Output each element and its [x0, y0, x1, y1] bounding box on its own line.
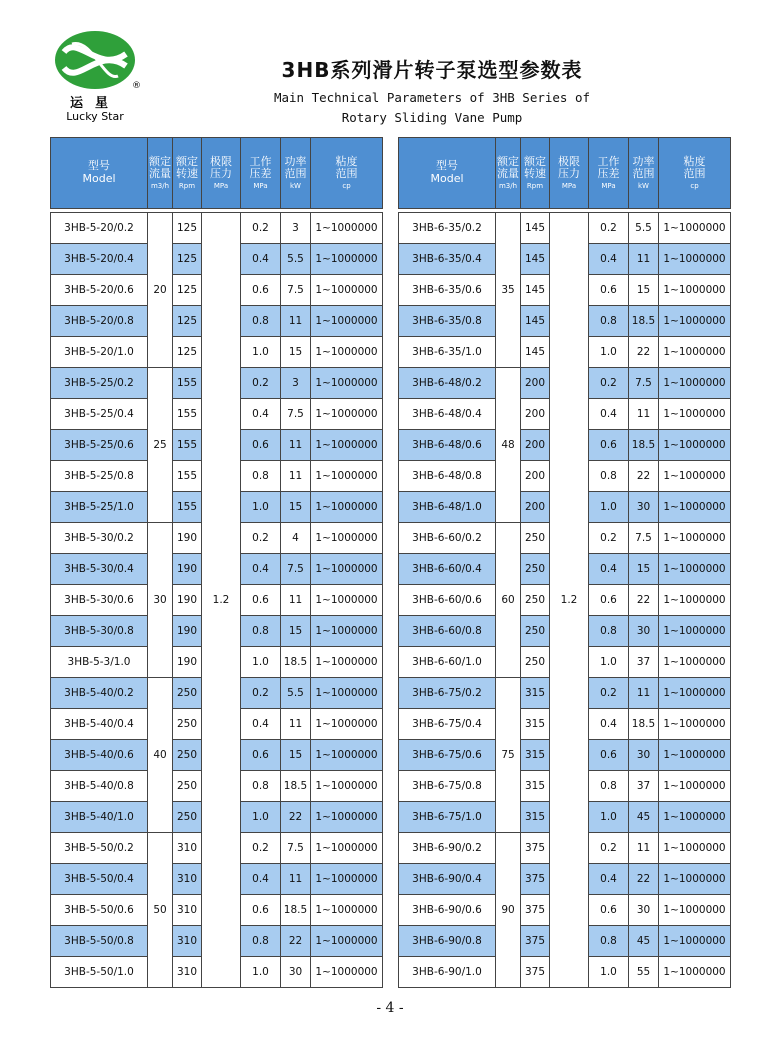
model-cell: 3HB-5-20/1.0 — [51, 337, 148, 368]
model-cell: 3HB-5-25/0.4 — [51, 399, 148, 430]
model-cell: 3HB-6-60/0.6 — [399, 585, 496, 616]
viscosity-cell: 1~1000000 — [659, 275, 731, 306]
speed-cell: 125 — [173, 306, 202, 337]
flow-cell: 40 — [148, 678, 173, 833]
speed-cell: 250 — [521, 554, 550, 585]
pressure-diff-cell: 0.2 — [589, 833, 629, 864]
pressure-diff-cell: 0.8 — [241, 926, 281, 957]
speed-cell: 310 — [173, 957, 202, 988]
power-cell: 11 — [281, 709, 311, 740]
flow-cell: 90 — [496, 833, 521, 988]
model-cell: 3HB-6-35/1.0 — [399, 337, 496, 368]
viscosity-cell: 1~1000000 — [659, 337, 731, 368]
pressure-diff-cell: 1.0 — [241, 647, 281, 678]
pressure-diff-cell: 0.2 — [589, 213, 629, 244]
pressure-diff-cell: 0.2 — [241, 833, 281, 864]
viscosity-cell: 1~1000000 — [311, 802, 383, 833]
power-cell: 5.5 — [281, 244, 311, 275]
pressure-diff-cell: 0.6 — [241, 430, 281, 461]
viscosity-header: 粘度 范围 cp — [311, 138, 383, 209]
model-cell: 3HB-5-50/0.8 — [51, 926, 148, 957]
viscosity-cell: 1~1000000 — [311, 399, 383, 430]
pressure-diff-cell: 1.0 — [241, 337, 281, 368]
power-cell: 7.5 — [281, 833, 311, 864]
pressure-diff-cell: 0.4 — [589, 244, 629, 275]
speed-cell: 145 — [521, 275, 550, 306]
speed-cell: 125 — [173, 275, 202, 306]
model-cell: 3HB-6-75/0.8 — [399, 771, 496, 802]
model-cell: 3HB-6-90/0.4 — [399, 864, 496, 895]
speed-cell: 200 — [521, 492, 550, 523]
speed-cell: 375 — [521, 957, 550, 988]
viscosity-cell: 1~1000000 — [311, 337, 383, 368]
power-cell: 7.5 — [281, 399, 311, 430]
speed-cell: 315 — [521, 678, 550, 709]
pressure-diff-cell: 0.2 — [589, 368, 629, 399]
power-cell: 7.5 — [629, 523, 659, 554]
pressure-diff-cell: 0.4 — [241, 554, 281, 585]
pressure-diff-cell: 0.4 — [241, 399, 281, 430]
power-cell: 15 — [281, 492, 311, 523]
model-cell: 3HB-6-48/0.4 — [399, 399, 496, 430]
power-cell: 5.5 — [629, 213, 659, 244]
parameter-table-right — [398, 137, 731, 988]
power-cell: 18.5 — [281, 771, 311, 802]
model-cell: 3HB-5-25/0.2 — [51, 368, 148, 399]
viscosity-cell: 1~1000000 — [311, 461, 383, 492]
model-cell: 3HB-6-48/0.8 — [399, 461, 496, 492]
flow-header: 额定 流量 m3/h — [148, 138, 173, 209]
model-header: 型号 Model — [51, 138, 148, 209]
model-cell: 3HB-6-90/1.0 — [399, 957, 496, 988]
page-title-en-line1: Main Technical Parameters of 3HB Series of — [273, 90, 591, 105]
viscosity-cell: 1~1000000 — [659, 523, 731, 554]
pressure-diff-cell: 0.2 — [589, 678, 629, 709]
power-cell: 18.5 — [629, 306, 659, 337]
speed-cell: 155 — [173, 430, 202, 461]
speed-cell: 310 — [173, 895, 202, 926]
power-cell: 22 — [629, 585, 659, 616]
pressure-diff-header: 工作 压差 MPa — [589, 138, 629, 209]
viscosity-cell: 1~1000000 — [659, 709, 731, 740]
pressure-diff-cell: 0.4 — [589, 864, 629, 895]
viscosity-cell: 1~1000000 — [659, 306, 731, 337]
table-body — [399, 213, 731, 988]
model-cell: 3HB-5-40/0.6 — [51, 740, 148, 771]
viscosity-cell: 1~1000000 — [659, 430, 731, 461]
model-cell: 3HB-6-35/0.6 — [399, 275, 496, 306]
model-cell: 3HB-5-20/0.8 — [51, 306, 148, 337]
brand-name-cn: 运星 — [69, 96, 120, 111]
speed-cell: 145 — [521, 213, 550, 244]
viscosity-cell: 1~1000000 — [311, 430, 383, 461]
viscosity-cell: 1~1000000 — [659, 802, 731, 833]
speed-cell: 250 — [173, 709, 202, 740]
speed-cell: 190 — [173, 647, 202, 678]
pressure-diff-cell: 0.2 — [241, 678, 281, 709]
viscosity-cell: 1~1000000 — [659, 771, 731, 802]
model-cell: 3HB-5-50/0.2 — [51, 833, 148, 864]
pressure-diff-cell: 0.8 — [589, 461, 629, 492]
model-cell: 3HB-5-30/0.2 — [51, 523, 148, 554]
model-cell: 3HB-6-48/0.6 — [399, 430, 496, 461]
model-cell: 3HB-6-75/0.4 — [399, 709, 496, 740]
speed-cell: 145 — [521, 244, 550, 275]
viscosity-cell: 1~1000000 — [311, 771, 383, 802]
speed-cell: 315 — [521, 771, 550, 802]
viscosity-cell: 1~1000000 — [311, 740, 383, 771]
power-cell: 11 — [629, 678, 659, 709]
table-header-row — [51, 138, 383, 209]
pressure-diff-cell: 0.6 — [241, 275, 281, 306]
model-cell: 3HB-5-40/0.8 — [51, 771, 148, 802]
page-title-cn: 3HB系列滑片转子泵选型参数表 — [281, 58, 583, 82]
speed-cell: 310 — [173, 833, 202, 864]
power-cell: 37 — [629, 771, 659, 802]
pressure-diff-header: 工作 压差 MPa — [241, 138, 281, 209]
model-cell: 3HB-5-50/0.6 — [51, 895, 148, 926]
viscosity-cell: 1~1000000 — [311, 957, 383, 988]
speed-cell: 155 — [173, 399, 202, 430]
viscosity-cell: 1~1000000 — [659, 926, 731, 957]
speed-cell: 155 — [173, 368, 202, 399]
model-cell: 3HB-6-60/1.0 — [399, 647, 496, 678]
model-cell: 3HB-6-75/0.2 — [399, 678, 496, 709]
viscosity-cell: 1~1000000 — [311, 368, 383, 399]
viscosity-cell: 1~1000000 — [659, 585, 731, 616]
model-cell: 3HB-5-40/1.0 — [51, 802, 148, 833]
pressure-diff-cell: 0.6 — [589, 430, 629, 461]
model-cell: 3HB-5-40/0.4 — [51, 709, 148, 740]
power-cell: 45 — [629, 926, 659, 957]
speed-cell: 155 — [173, 492, 202, 523]
viscosity-cell: 1~1000000 — [659, 647, 731, 678]
speed-cell: 315 — [521, 709, 550, 740]
viscosity-cell: 1~1000000 — [659, 213, 731, 244]
power-cell: 18.5 — [281, 647, 311, 678]
model-cell: 3HB-6-35/0.4 — [399, 244, 496, 275]
pressure-diff-cell: 0.4 — [241, 244, 281, 275]
limit-pressure-cell: 1.2 — [202, 213, 241, 988]
page-title-en-line2: Rotary Sliding Vane Pump — [341, 110, 523, 125]
pressure-diff-cell: 0.4 — [589, 709, 629, 740]
pressure-diff-cell: 0.6 — [589, 585, 629, 616]
viscosity-cell: 1~1000000 — [311, 554, 383, 585]
model-cell: 3HB-6-60/0.8 — [399, 616, 496, 647]
flow-cell: 50 — [148, 833, 173, 988]
model-cell: 3HB-6-90/0.8 — [399, 926, 496, 957]
pressure-diff-cell: 0.4 — [241, 709, 281, 740]
power-cell: 22 — [281, 802, 311, 833]
power-cell: 11 — [629, 244, 659, 275]
pressure-diff-cell: 0.2 — [241, 368, 281, 399]
pressure-diff-cell: 0.8 — [589, 926, 629, 957]
page-number: - 4 - — [376, 1000, 404, 1016]
power-cell: 11 — [281, 864, 311, 895]
viscosity-cell: 1~1000000 — [659, 740, 731, 771]
pressure-diff-cell: 1.0 — [589, 647, 629, 678]
flow-header: 额定 流量 m3/h — [496, 138, 521, 209]
pressure-diff-cell: 0.8 — [241, 306, 281, 337]
power-cell: 3 — [281, 368, 311, 399]
flow-cell: 48 — [496, 368, 521, 523]
table-row — [51, 213, 383, 244]
speed-cell: 250 — [521, 585, 550, 616]
viscosity-cell: 1~1000000 — [311, 926, 383, 957]
power-header: 功率 范围 kW — [629, 138, 659, 209]
pressure-diff-cell: 0.6 — [241, 740, 281, 771]
model-cell: 3HB-6-75/1.0 — [399, 802, 496, 833]
speed-cell: 200 — [521, 461, 550, 492]
flow-cell: 30 — [148, 523, 173, 678]
pressure-diff-cell: 0.6 — [589, 275, 629, 306]
speed-cell: 155 — [173, 461, 202, 492]
viscosity-header: 粘度 范围 cp — [659, 138, 731, 209]
pressure-diff-cell: 1.0 — [241, 492, 281, 523]
viscosity-cell: 1~1000000 — [659, 554, 731, 585]
viscosity-cell: 1~1000000 — [659, 616, 731, 647]
speed-cell: 190 — [173, 616, 202, 647]
speed-cell: 125 — [173, 213, 202, 244]
power-cell: 11 — [281, 306, 311, 337]
model-cell: 3HB-6-90/0.6 — [399, 895, 496, 926]
flow-cell: 35 — [496, 213, 521, 368]
power-cell: 22 — [629, 461, 659, 492]
speed-cell: 250 — [173, 771, 202, 802]
model-cell: 3HB-5-3/1.0 — [51, 647, 148, 678]
power-header: 功率 范围 kW — [281, 138, 311, 209]
pressure-diff-cell: 0.6 — [241, 585, 281, 616]
power-cell: 30 — [629, 616, 659, 647]
viscosity-cell: 1~1000000 — [659, 368, 731, 399]
speed-cell: 315 — [521, 740, 550, 771]
brand-name-en: Lucky Star — [66, 110, 124, 123]
speed-header: 额定 转速 Rpm — [521, 138, 550, 209]
viscosity-cell: 1~1000000 — [659, 492, 731, 523]
power-cell: 11 — [281, 585, 311, 616]
model-cell: 3HB-6-48/0.2 — [399, 368, 496, 399]
speed-header: 额定 转速 Rpm — [173, 138, 202, 209]
viscosity-cell: 1~1000000 — [311, 864, 383, 895]
lucky-star-logo-icon — [52, 28, 141, 92]
pressure-diff-cell: 1.0 — [589, 802, 629, 833]
pressure-diff-cell: 0.6 — [589, 895, 629, 926]
viscosity-cell: 1~1000000 — [311, 213, 383, 244]
power-cell: 22 — [629, 337, 659, 368]
power-cell: 15 — [629, 554, 659, 585]
model-cell: 3HB-5-20/0.6 — [51, 275, 148, 306]
speed-cell: 375 — [521, 895, 550, 926]
viscosity-cell: 1~1000000 — [311, 678, 383, 709]
model-cell: 3HB-6-48/1.0 — [399, 492, 496, 523]
registered-mark: ® — [132, 81, 141, 91]
speed-cell: 250 — [173, 678, 202, 709]
viscosity-cell: 1~1000000 — [659, 833, 731, 864]
power-cell: 7.5 — [281, 554, 311, 585]
viscosity-cell: 1~1000000 — [659, 244, 731, 275]
speed-cell: 125 — [173, 244, 202, 275]
pressure-diff-cell: 0.8 — [589, 771, 629, 802]
power-cell: 30 — [629, 492, 659, 523]
viscosity-cell: 1~1000000 — [311, 647, 383, 678]
model-cell: 3HB-5-25/0.8 — [51, 461, 148, 492]
speed-cell: 145 — [521, 306, 550, 337]
power-cell: 45 — [629, 802, 659, 833]
speed-cell: 200 — [521, 368, 550, 399]
model-cell: 3HB-5-20/0.4 — [51, 244, 148, 275]
pressure-diff-cell: 0.6 — [589, 740, 629, 771]
power-cell: 22 — [281, 926, 311, 957]
pressure-diff-cell: 1.0 — [589, 337, 629, 368]
flow-cell: 25 — [148, 368, 173, 523]
viscosity-cell: 1~1000000 — [659, 678, 731, 709]
speed-cell: 190 — [173, 523, 202, 554]
table-header-row — [399, 138, 731, 209]
speed-cell: 310 — [173, 926, 202, 957]
pressure-diff-cell: 0.2 — [241, 213, 281, 244]
table-body — [51, 213, 383, 988]
pressure-diff-cell: 0.4 — [241, 864, 281, 895]
speed-cell: 375 — [521, 926, 550, 957]
pressure-diff-cell: 0.4 — [589, 554, 629, 585]
power-cell: 15 — [281, 740, 311, 771]
flow-cell: 20 — [148, 213, 173, 368]
table-row — [399, 213, 731, 244]
power-cell: 11 — [281, 430, 311, 461]
model-cell: 3HB-5-30/0.4 — [51, 554, 148, 585]
model-cell: 3HB-5-20/0.2 — [51, 213, 148, 244]
speed-cell: 250 — [521, 647, 550, 678]
viscosity-cell: 1~1000000 — [311, 306, 383, 337]
model-cell: 3HB-6-35/0.8 — [399, 306, 496, 337]
speed-cell: 310 — [173, 864, 202, 895]
pressure-diff-cell: 0.8 — [241, 461, 281, 492]
pressure-diff-cell: 0.2 — [241, 523, 281, 554]
pressure-diff-cell: 1.0 — [241, 802, 281, 833]
model-cell: 3HB-6-60/0.2 — [399, 523, 496, 554]
speed-cell: 250 — [173, 740, 202, 771]
power-cell: 55 — [629, 957, 659, 988]
power-cell: 18.5 — [281, 895, 311, 926]
model-cell: 3HB-6-75/0.6 — [399, 740, 496, 771]
speed-cell: 145 — [521, 337, 550, 368]
limit-pressure-cell: 1.2 — [550, 213, 589, 988]
limit-pressure-header: 极限 压力 MPa — [550, 138, 589, 209]
viscosity-cell: 1~1000000 — [311, 275, 383, 306]
speed-cell: 190 — [173, 585, 202, 616]
power-cell: 15 — [281, 616, 311, 647]
pressure-diff-cell: 1.0 — [589, 957, 629, 988]
model-cell: 3HB-6-35/0.2 — [399, 213, 496, 244]
viscosity-cell: 1~1000000 — [311, 616, 383, 647]
power-cell: 11 — [281, 461, 311, 492]
speed-cell: 200 — [521, 399, 550, 430]
pressure-diff-cell: 0.6 — [241, 895, 281, 926]
limit-pressure-header: 极限 压力 MPa — [202, 138, 241, 209]
power-cell: 7.5 — [629, 368, 659, 399]
pressure-diff-cell: 0.4 — [589, 399, 629, 430]
model-cell: 3HB-5-40/0.2 — [51, 678, 148, 709]
pressure-diff-cell: 0.8 — [241, 616, 281, 647]
flow-cell: 75 — [496, 678, 521, 833]
speed-cell: 190 — [173, 554, 202, 585]
viscosity-cell: 1~1000000 — [659, 957, 731, 988]
model-cell: 3HB-6-90/0.2 — [399, 833, 496, 864]
speed-cell: 375 — [521, 833, 550, 864]
viscosity-cell: 1~1000000 — [311, 585, 383, 616]
viscosity-cell: 1~1000000 — [311, 492, 383, 523]
viscosity-cell: 1~1000000 — [311, 833, 383, 864]
power-cell: 7.5 — [281, 275, 311, 306]
model-cell: 3HB-5-30/0.6 — [51, 585, 148, 616]
speed-cell: 125 — [173, 337, 202, 368]
speed-cell: 250 — [173, 802, 202, 833]
power-cell: 18.5 — [629, 430, 659, 461]
power-cell: 22 — [629, 864, 659, 895]
speed-cell: 250 — [521, 523, 550, 554]
model-cell: 3HB-5-50/0.4 — [51, 864, 148, 895]
model-cell: 3HB-5-30/0.8 — [51, 616, 148, 647]
speed-cell: 200 — [521, 430, 550, 461]
viscosity-cell: 1~1000000 — [659, 399, 731, 430]
parameter-table-left — [50, 137, 383, 988]
pressure-diff-cell: 1.0 — [241, 957, 281, 988]
pressure-diff-cell: 0.8 — [589, 306, 629, 337]
viscosity-cell: 1~1000000 — [659, 864, 731, 895]
pressure-diff-cell: 1.0 — [589, 492, 629, 523]
power-cell: 18.5 — [629, 709, 659, 740]
power-cell: 30 — [629, 895, 659, 926]
power-cell: 4 — [281, 523, 311, 554]
speed-cell: 315 — [521, 802, 550, 833]
viscosity-cell: 1~1000000 — [311, 244, 383, 275]
power-cell: 15 — [629, 275, 659, 306]
power-cell: 11 — [629, 399, 659, 430]
power-cell: 30 — [629, 740, 659, 771]
model-cell: 3HB-6-60/0.4 — [399, 554, 496, 585]
pressure-diff-cell: 0.8 — [589, 616, 629, 647]
model-cell: 3HB-5-25/1.0 — [51, 492, 148, 523]
pressure-diff-cell: 0.2 — [589, 523, 629, 554]
pressure-diff-cell: 0.8 — [241, 771, 281, 802]
viscosity-cell: 1~1000000 — [659, 461, 731, 492]
speed-cell: 375 — [521, 864, 550, 895]
power-cell: 5.5 — [281, 678, 311, 709]
viscosity-cell: 1~1000000 — [311, 895, 383, 926]
model-cell: 3HB-5-50/1.0 — [51, 957, 148, 988]
power-cell: 30 — [281, 957, 311, 988]
viscosity-cell: 1~1000000 — [311, 523, 383, 554]
model-cell: 3HB-5-25/0.6 — [51, 430, 148, 461]
viscosity-cell: 1~1000000 — [659, 895, 731, 926]
model-header: 型号 Model — [399, 138, 496, 209]
flow-cell: 60 — [496, 523, 521, 678]
power-cell: 11 — [629, 833, 659, 864]
speed-cell: 250 — [521, 616, 550, 647]
viscosity-cell: 1~1000000 — [311, 709, 383, 740]
power-cell: 3 — [281, 213, 311, 244]
power-cell: 37 — [629, 647, 659, 678]
power-cell: 15 — [281, 337, 311, 368]
